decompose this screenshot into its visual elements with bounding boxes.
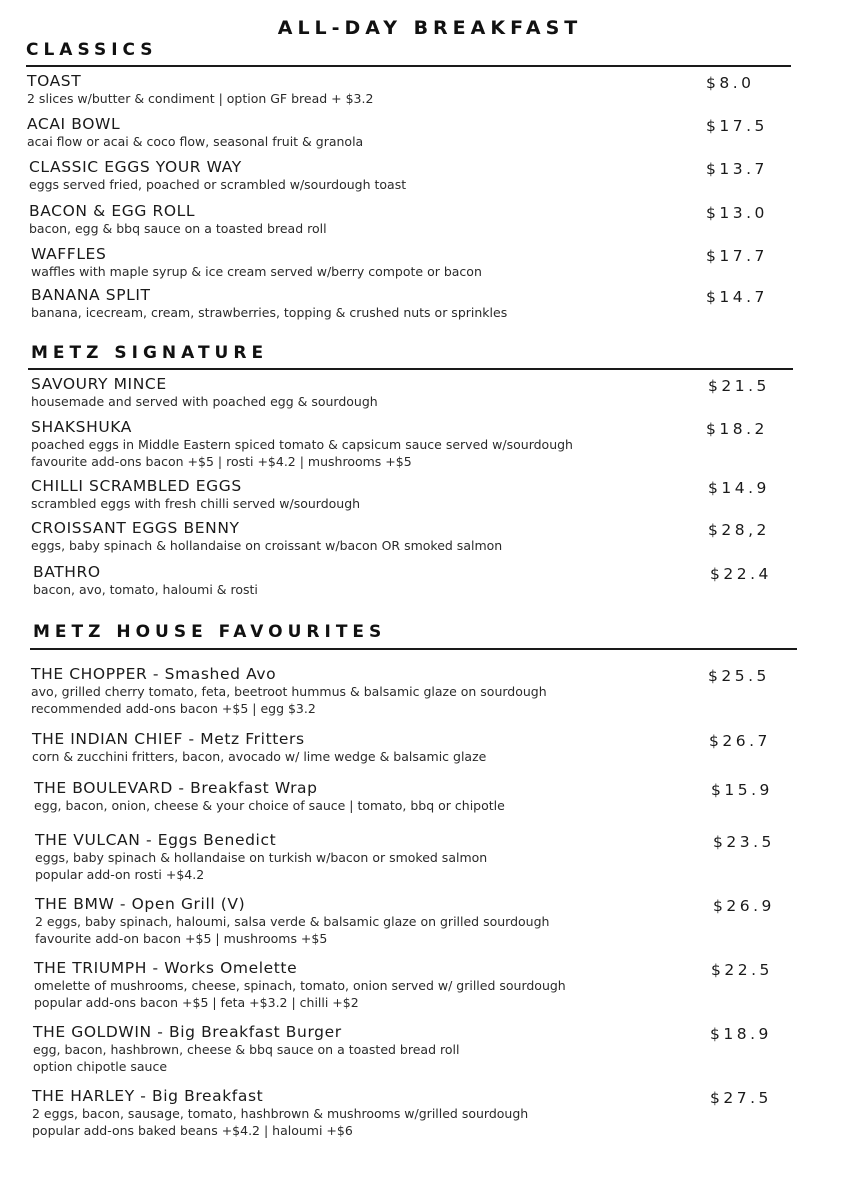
menu-item-name: THE VULCAN - Eggs Benedict: [35, 831, 277, 849]
menu-item-description: egg, bacon, onion, cheese & your choice of sauce | tomato, bbq or chipotle: [34, 798, 505, 813]
menu-item: [33, 563, 258, 598]
section-title: METZ SIGNATURE: [31, 343, 269, 363]
menu-item: [35, 831, 487, 883]
menu-item-price: $17.7: [706, 247, 768, 265]
menu-item-price: $23.5: [713, 833, 775, 851]
menu-item-description: popular add-on rosti +$4.2: [35, 867, 205, 882]
menu-item-name: TOAST: [27, 72, 82, 90]
menu-item: [32, 730, 486, 765]
menu-item-price: $14.7: [706, 288, 768, 306]
menu-item: [31, 286, 507, 321]
menu-item-description: acai flow or acai & coco flow, seasonal fruit & granola: [27, 134, 364, 149]
menu-item-description: eggs, baby spinach & hollandaise on croissant w/bacon OR smoked salmon: [31, 538, 503, 553]
menu-item-name: BANANA SPLIT: [31, 286, 151, 304]
menu-item-price: $22.5: [711, 961, 773, 979]
menu-item-name: CROISSANT EGGS BENNY: [31, 519, 240, 537]
menu-item-description: banana, icecream, cream, strawberries, topping & crushed nuts or sprinkles: [31, 305, 508, 320]
section-divider: [28, 368, 793, 370]
menu-item: [34, 779, 505, 814]
menu-item-description: 2 eggs, bacon, sausage, tomato, hashbrown & mushrooms w/grilled sourdough: [32, 1106, 529, 1121]
menu-item-price: $13.0: [706, 204, 768, 222]
menu-item-description: egg, bacon, hashbrown, cheese & bbq sauce on a toasted bread roll: [33, 1042, 460, 1057]
menu-item-name: THE BMW - Open Grill (V): [35, 895, 246, 913]
menu-item-name: BATHRO: [33, 563, 101, 581]
menu-item-name: THE TRIUMPH - Works Omelette: [34, 959, 298, 977]
menu-item: [31, 245, 482, 280]
menu-item: [31, 375, 378, 410]
menu-item-description: favourite add-ons bacon +$5 | rosti +$4.2 | mushrooms +$5: [31, 454, 412, 469]
menu-item-price: $8.0: [706, 74, 755, 92]
menu-item: [31, 418, 573, 470]
menu-item-name: ACAI BOWL: [27, 115, 121, 133]
menu-item-price: $22.4: [710, 565, 772, 583]
menu-item-name: CLASSIC EGGS YOUR WAY: [29, 158, 242, 176]
menu-item: [31, 519, 502, 554]
menu-item-price: $14.9: [708, 479, 770, 497]
section-title: METZ HOUSE FAVOURITES: [33, 622, 387, 642]
menu-item-name: CHILLI SCRAMBLED EGGS: [31, 477, 242, 495]
menu-item-price: $17.5: [706, 117, 768, 135]
menu-item: [33, 1023, 459, 1075]
section-title: CLASSICS: [26, 40, 158, 60]
menu-item-description: poached eggs in Middle Eastern spiced tomato & capsicum sauce served w/sourdough: [31, 437, 573, 452]
menu-item-name: THE INDIAN CHIEF - Metz Fritters: [32, 730, 305, 748]
menu-item: [29, 158, 406, 193]
menu-item-description: waffles with maple syrup & ice cream served w/berry compote or bacon: [31, 264, 482, 279]
menu-item-description: scrambled eggs with fresh chilli served w/sourdough: [31, 496, 361, 511]
menu-item-name: THE GOLDWIN - Big Breakfast Burger: [33, 1023, 342, 1041]
menu-item-description: 2 slices w/butter & condiment | option GF bread + $3.2: [27, 91, 374, 106]
menu-item: [31, 665, 547, 717]
menu-item-price: $13.7: [706, 160, 768, 178]
menu-item-name: WAFFLES: [31, 245, 107, 263]
menu-item-name: THE BOULEVARD - Breakfast Wrap: [34, 779, 318, 797]
menu-item: [31, 477, 360, 512]
menu-item-name: SAVOURY MINCE: [31, 375, 167, 393]
menu-item-description: corn & zucchini fritters, bacon, avocado w/ lime wedge & balsamic glaze: [32, 749, 487, 764]
menu-item: [27, 72, 373, 107]
section-divider: [30, 648, 797, 650]
menu-item: [29, 202, 327, 237]
menu-item-description: eggs, baby spinach & hollandaise on turkish w/bacon or smoked salmon: [35, 850, 488, 865]
menu-item: [35, 895, 549, 947]
menu-item-description: popular add-ons bacon +$5 | feta +$3.2 | chilli +$2: [34, 995, 359, 1010]
menu-item-description: 2 eggs, baby spinach, haloumi, salsa verde & balsamic glaze on grilled sourdough: [35, 914, 550, 929]
menu-item-description: housemade and served with poached egg & sourdough: [31, 394, 378, 409]
menu-item-name: THE CHOPPER - Smashed Avo: [31, 665, 277, 683]
menu-item-price: $26.9: [713, 897, 775, 915]
menu-item-name: SHAKSHUKA: [31, 418, 132, 436]
menu-item-price: $28,2: [708, 521, 770, 539]
menu-item-description: eggs served fried, poached or scrambled w/sourdough toast: [29, 177, 407, 192]
menu-item-name: BACON & EGG ROLL: [29, 202, 196, 220]
menu-item-price: $15.9: [711, 781, 773, 799]
menu-item-price: $26.7: [709, 732, 771, 750]
menu-item-price: $27.5: [710, 1089, 772, 1107]
menu-item-price: $25.5: [708, 667, 770, 685]
section-divider: [26, 65, 791, 67]
menu-item-description: favourite add-on bacon +$5 | mushrooms +$5: [35, 931, 328, 946]
menu-item-description: option chipotle sauce: [33, 1059, 168, 1074]
menu-item-price: $18.2: [706, 420, 768, 438]
menu-item-price: $18.9: [710, 1025, 772, 1043]
menu-item: [32, 1087, 528, 1139]
menu-item-description: omelette of mushrooms, cheese, spinach, tomato, onion served w/ grilled sourdough: [34, 978, 566, 993]
menu-item-description: avo, grilled cherry tomato, feta, beetroot hummus & balsamic glaze on sourdough: [31, 684, 547, 699]
menu-item-description: bacon, avo, tomato, haloumi & rosti: [33, 582, 258, 597]
menu-item-price: $21.5: [708, 377, 770, 395]
menu-title: ALL-DAY BREAKFAST: [277, 17, 583, 39]
menu-item: [34, 959, 566, 1011]
menu-item: [27, 115, 363, 150]
menu-item-description: popular add-ons baked beans +$4.2 | haloumi +$6: [32, 1123, 353, 1138]
menu-item-description: recommended add-ons bacon +$5 | egg $3.2: [31, 701, 316, 716]
menu-item-description: bacon, egg & bbq sauce on a toasted bread roll: [29, 221, 327, 236]
menu-item-name: THE HARLEY - Big Breakfast: [32, 1087, 264, 1105]
